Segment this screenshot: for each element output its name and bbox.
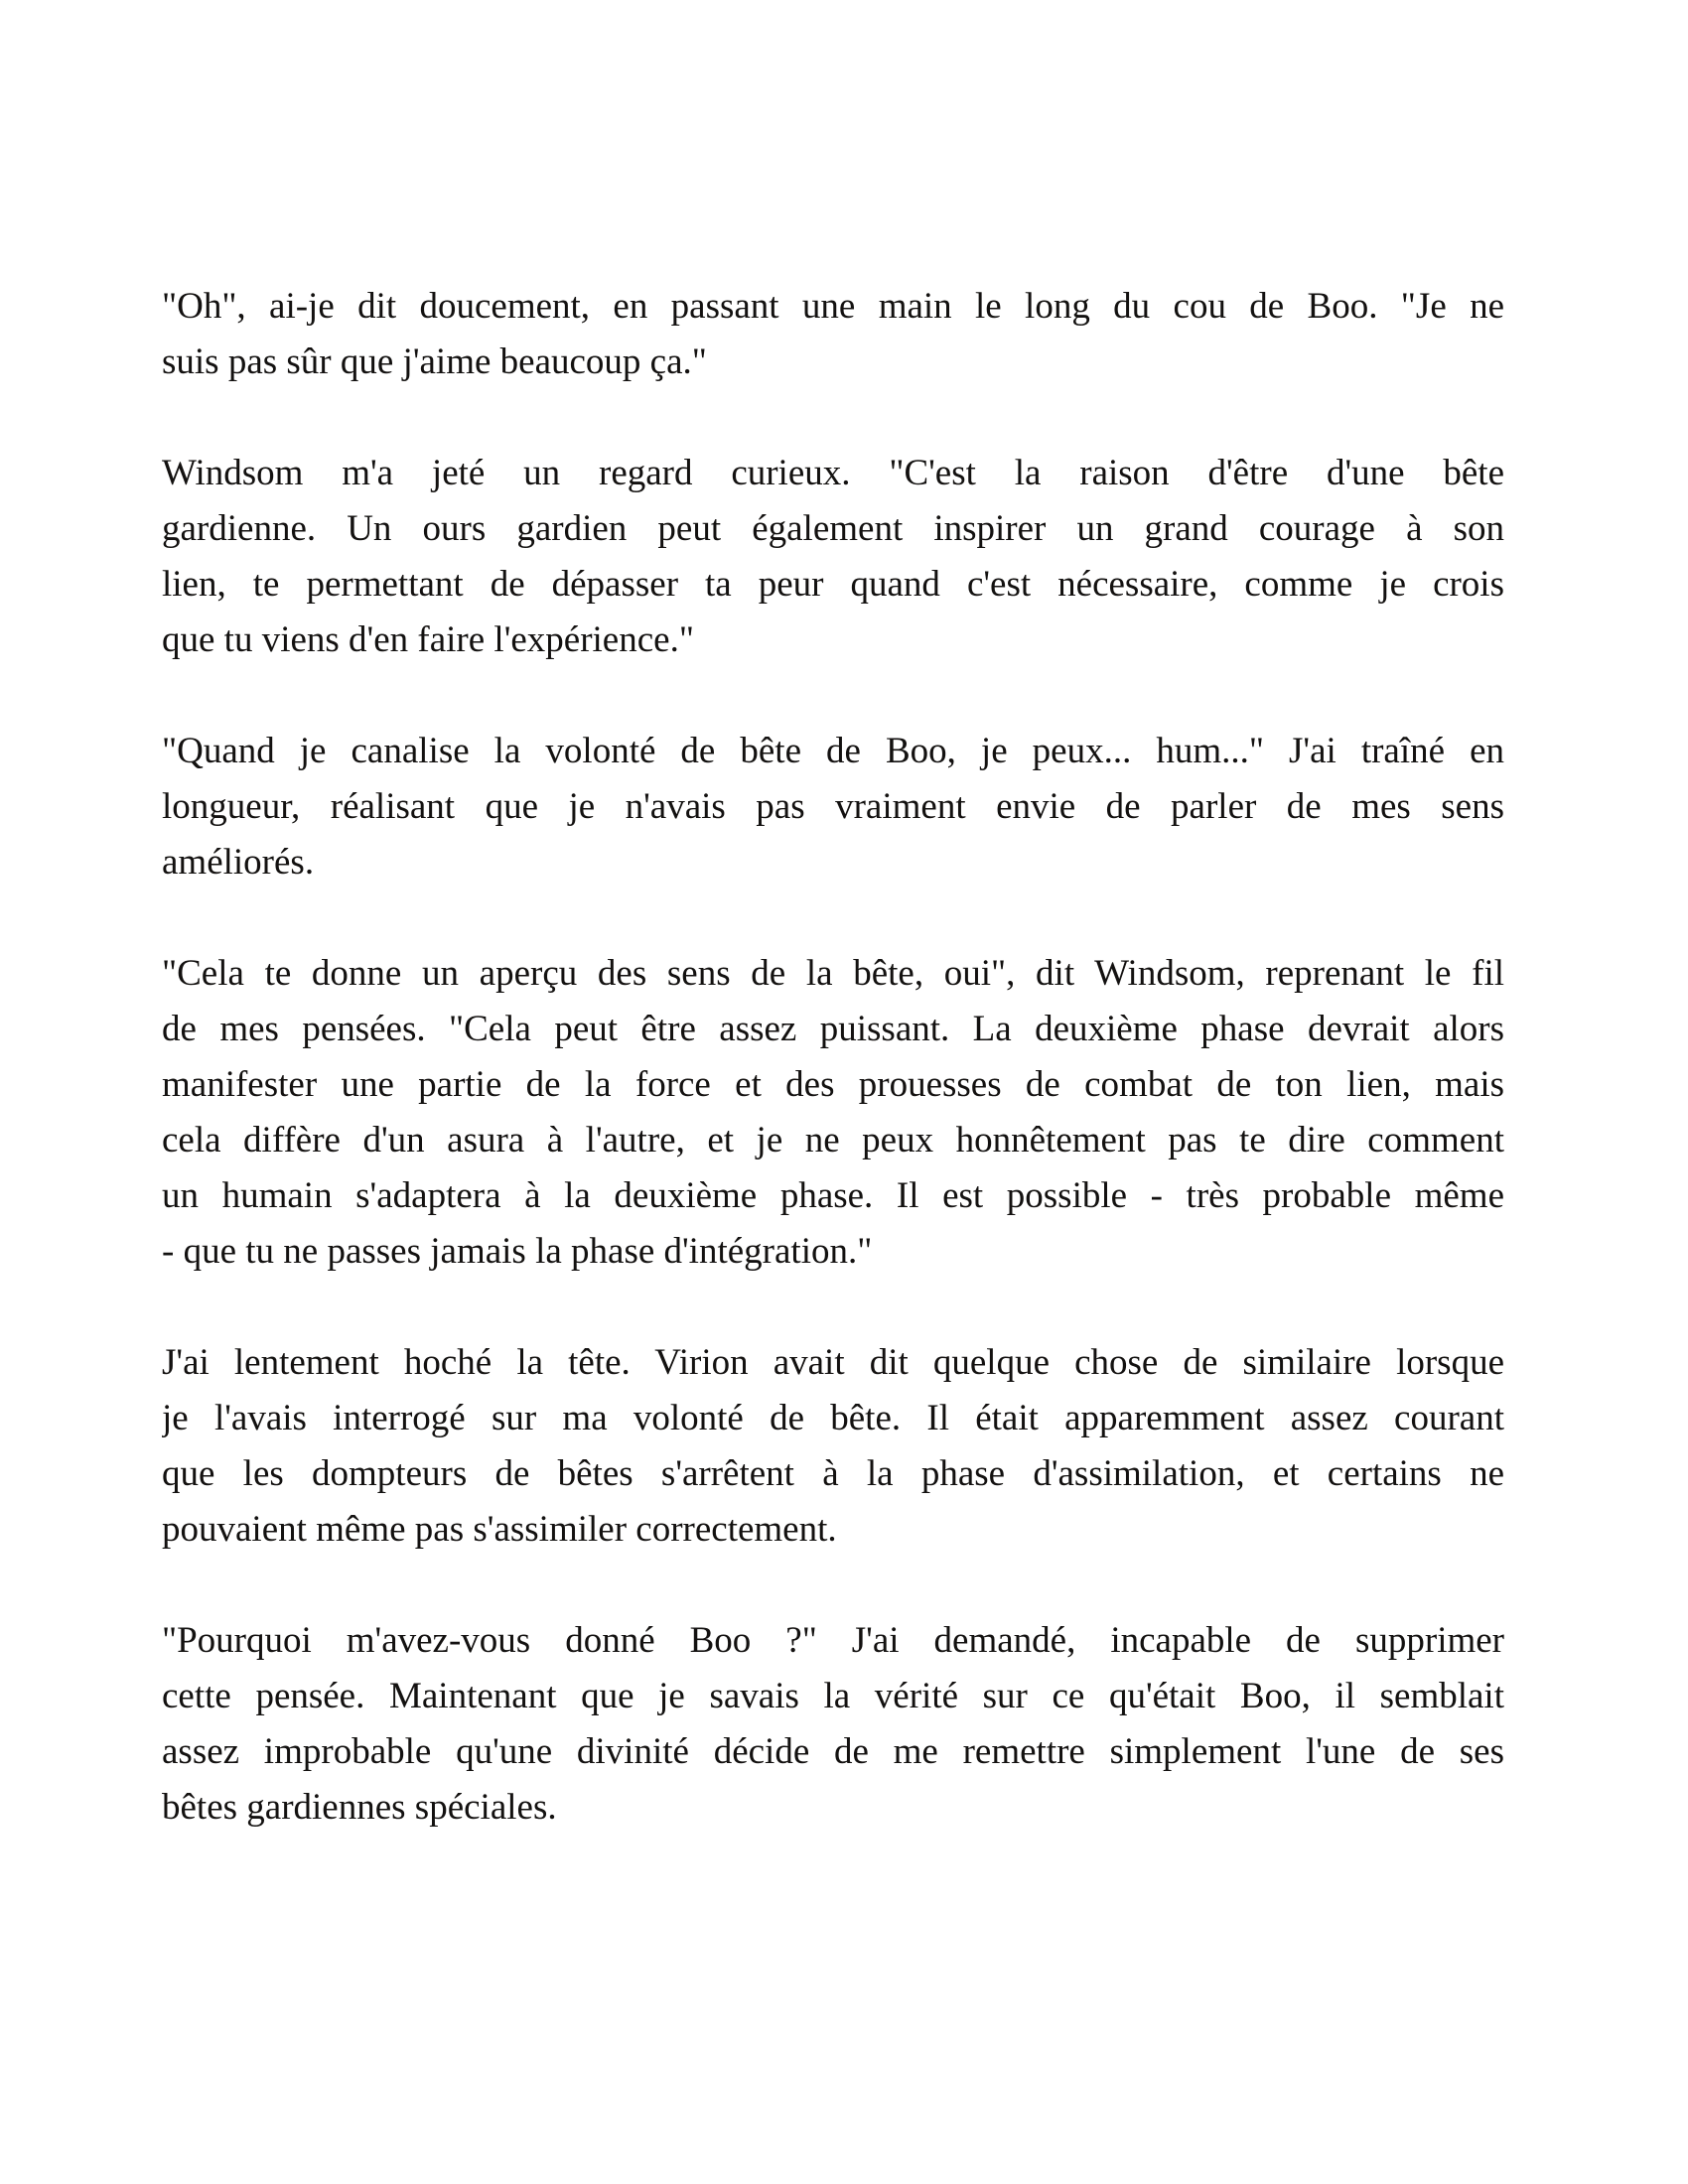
text-line: bêtes gardiennes spéciales.: [162, 1787, 557, 1828]
text-line: cette pensée. Maintenant que je savais la vérité sur ce qu'était Boo, il semblait: [162, 1676, 1504, 1716]
text-line: J'ai lentement hoché la tête. Virion avait dit quelque chose de similaire lorsque: [162, 1342, 1504, 1383]
text-line: "Quand je canalise la volonté de bête de Boo, je peux... hum..." J'ai traîné en: [162, 731, 1504, 771]
paragraph-2: [162, 446, 1504, 668]
text-line: Windsom m'a jeté un regard curieux. "C'est la raison d'être d'une bête: [162, 453, 1504, 493]
paragraph-6: [162, 1613, 1504, 1836]
paragraph-1: [162, 279, 1504, 390]
text-line: que tu viens d'en faire l'expérience.": [162, 619, 694, 660]
text-line: gardienne. Un ours gardien peut également inspirer un grand courage à son: [162, 508, 1504, 549]
text-line: "Pourquoi m'avez-vous donné Boo ?" J'ai demandé, incapable de supprimer: [162, 1620, 1504, 1661]
paragraph-5: [162, 1335, 1504, 1558]
text-line: améliorés.: [162, 842, 315, 883]
text-line: pouvaient même pas s'assimiler correctement.: [162, 1509, 837, 1550]
text-line: longueur, réalisant que je n'avais pas vraiment envie de parler de mes sens: [162, 786, 1504, 827]
text-line: lien, te permettant de dépasser ta peur quand c'est nécessaire, comme je crois: [162, 564, 1504, 605]
paragraph-3: [162, 724, 1504, 890]
paragraph-4: [162, 946, 1504, 1280]
text-line: suis pas sûr que j'aime beaucoup ça.": [162, 341, 707, 382]
text-line: un humain s'adaptera à la deuxième phase. Il est possible - très probable même: [162, 1175, 1504, 1216]
text-line: cela diffère d'un asura à l'autre, et je ne peux honnêtement pas te dire comment: [162, 1120, 1504, 1160]
text-line: - que tu ne passes jamais la phase d'intégration.": [162, 1231, 873, 1272]
text-line: de mes pensées. "Cela peut être assez puissant. La deuxième phase devrait alors: [162, 1009, 1504, 1049]
text-line: je l'avais interrogé sur ma volonté de bête. Il était apparemment assez courant: [162, 1398, 1504, 1438]
text-line: "Cela te donne un aperçu des sens de la bête, oui", dit Windsom, reprenant le fil: [162, 953, 1504, 994]
document-page: [162, 279, 1504, 1836]
text-line: que les dompteurs de bêtes s'arrêtent à la phase d'assimilation, et certains ne: [162, 1453, 1504, 1494]
text-line: assez improbable qu'une divinité décide de me remettre simplement l'une de ses: [162, 1731, 1504, 1772]
text-line: manifester une partie de la force et des prouesses de combat de ton lien, mais: [162, 1064, 1504, 1105]
text-line: "Oh", ai-je dit doucement, en passant une main le long du cou de Boo. "Je ne: [162, 286, 1504, 327]
